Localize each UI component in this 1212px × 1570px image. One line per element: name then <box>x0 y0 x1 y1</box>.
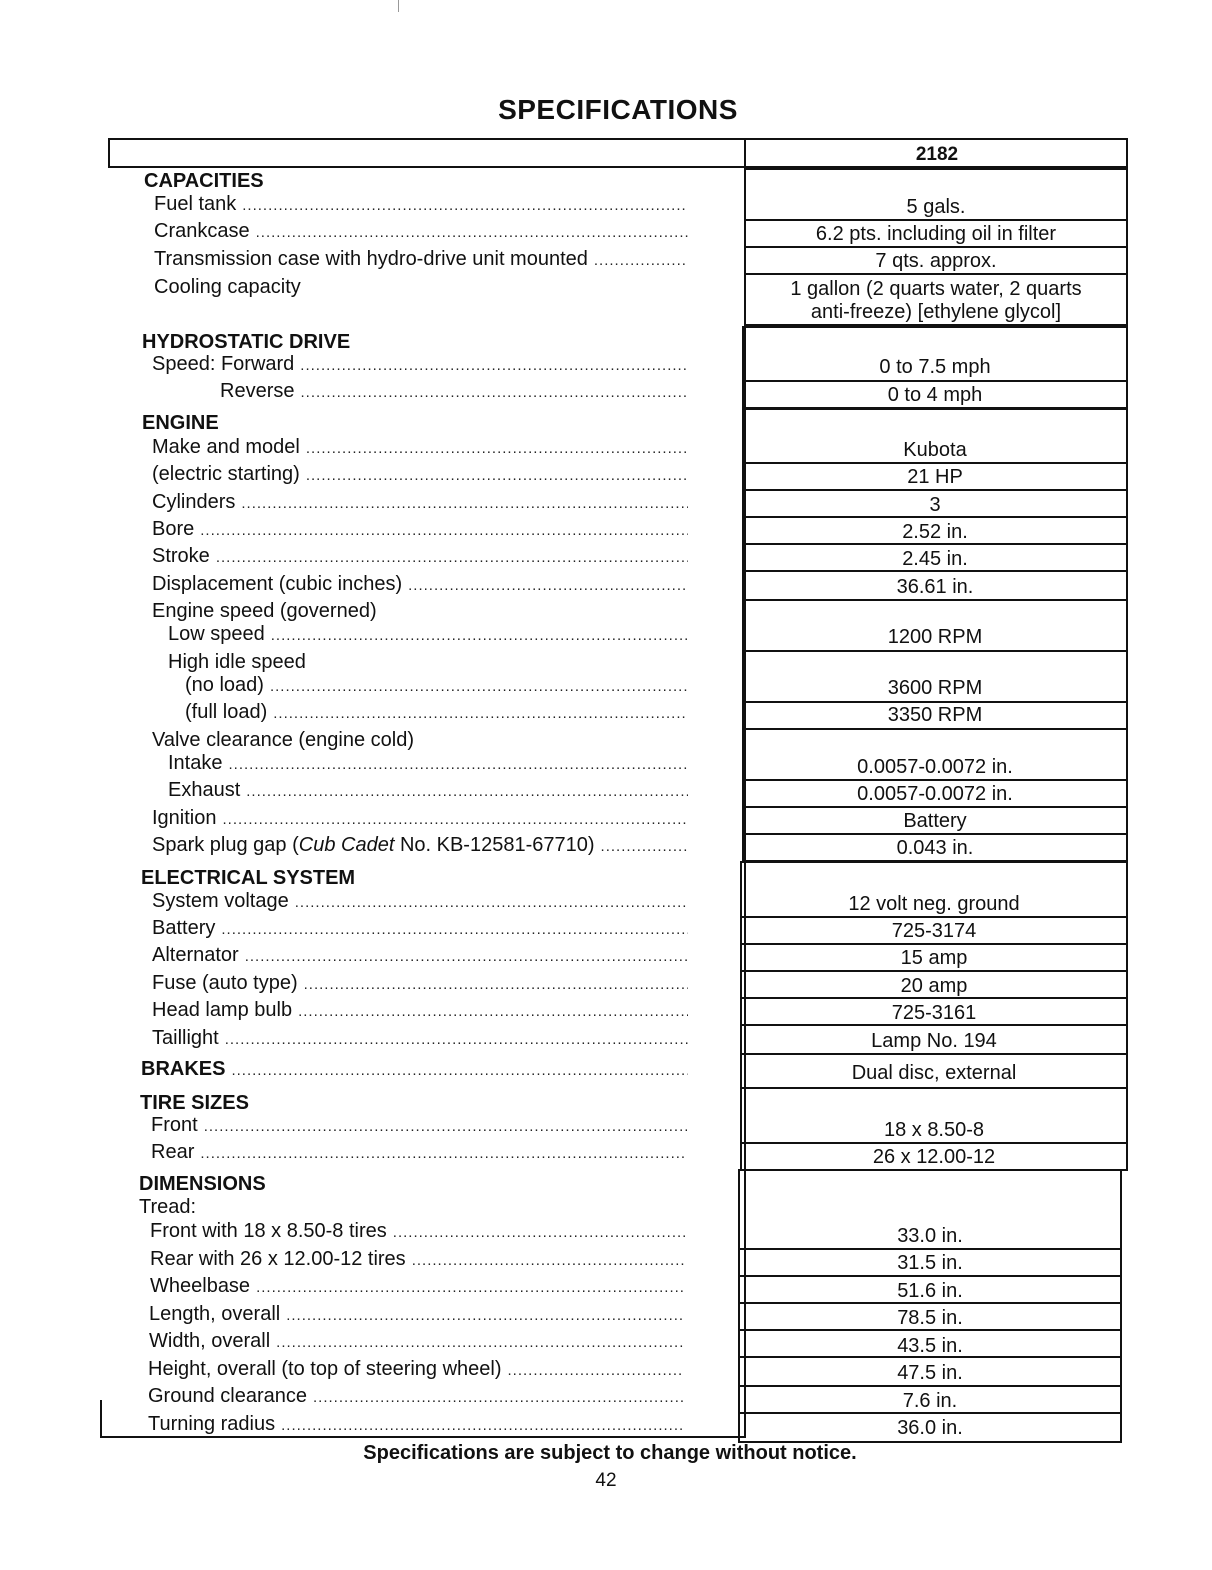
section-engine: ENGINE <box>142 412 219 434</box>
value-speed-forward: 0 to 7.5 mph <box>879 356 991 378</box>
value-battery: 725-3174 <box>891 920 977 942</box>
value-cooling-line2: anti-freeze) [ethylene glycol] <box>810 301 1062 323</box>
label-front-tire: Front ..... <box>151 1114 687 1138</box>
label-ignition: Ignition ..... <box>152 807 688 831</box>
model-header: 2182 <box>915 144 959 165</box>
label-valve-clearance: Valve clearance (engine cold) <box>152 729 415 751</box>
label-reverse: Reverse ..... <box>220 380 688 404</box>
label-rear-tread: Rear with 26 x 12.00-12 tires ..... <box>150 1248 685 1272</box>
value-rear-tire: 26 x 12.00-12 <box>872 1146 996 1168</box>
label-stroke: Stroke ..... <box>152 545 688 569</box>
value-ignition: Battery <box>903 810 967 832</box>
value-full-load: 3350 RPM <box>887 704 983 726</box>
value-brakes: Dual disc, external <box>851 1062 1017 1084</box>
value-no-load: 3600 RPM <box>887 677 983 699</box>
value-alternator: 15 amp <box>900 947 968 969</box>
value-exhaust: 0.0057-0.0072 in. <box>857 783 1013 805</box>
value-turning-radius: 36.0 in. <box>897 1417 963 1439</box>
value-height: 47.5 in. <box>897 1362 963 1384</box>
label-displacement: Displacement (cubic inches) ..... <box>152 573 688 597</box>
label-exhaust: Exhaust ..... <box>168 779 688 803</box>
table-left-border <box>108 138 110 168</box>
value-crankcase: 6.2 pts. including oil in filter <box>815 223 1057 245</box>
label-taillight: Taillight ..... <box>152 1027 688 1051</box>
value-cylinders: 3 <box>929 494 941 516</box>
label-full-load: (full load) ..... <box>185 701 688 725</box>
label-fuel-tank: Fuel tank ..... <box>154 193 688 217</box>
label-wheelbase: Wheelbase ..... <box>150 1275 685 1299</box>
footer-note: Specifications are subject to change without notice. <box>363 1442 857 1464</box>
label-transmission: Transmission case with hydro-drive unit mounted ..... <box>154 248 688 272</box>
label-battery: Battery ..... <box>152 917 688 941</box>
value-spark-plug: 0.043 in. <box>896 837 974 859</box>
value-front-tread: 33.0 in. <box>897 1225 963 1247</box>
label-electric-starting: (electric starting) ..... <box>152 463 688 487</box>
value-width: 43.5 in. <box>897 1335 963 1357</box>
value-make-model: Kubota <box>903 439 967 461</box>
table-top-border <box>108 138 1128 140</box>
value-fuel-tank: 5 gals. <box>906 196 966 218</box>
label-crankcase: Crankcase ..... <box>154 220 688 244</box>
label-tread: Tread: <box>139 1196 197 1218</box>
label-engine-speed: Engine speed (governed) <box>152 600 377 622</box>
label-make-model: Make and model ..... <box>152 436 688 460</box>
section-tires: TIRE SIZES <box>140 1092 249 1114</box>
label-front-tread: Front with 18 x 8.50-8 tires ..... <box>150 1220 685 1244</box>
value-head-lamp: 725-3161 <box>891 1002 977 1024</box>
page-title: SPECIFICATIONS <box>498 94 738 125</box>
label-height: Height, overall (to top of steering wheel) ..... <box>148 1358 684 1382</box>
value-displacement: 36.61 in. <box>896 576 974 598</box>
label-alternator: Alternator ..... <box>152 944 688 968</box>
label-length: Length, overall ..... <box>149 1303 685 1327</box>
label-brakes: BRAKES ..... <box>141 1058 688 1082</box>
scan-mark <box>398 0 399 12</box>
value-electric-starting: 21 HP <box>907 466 963 488</box>
section-capacities: CAPACITIES <box>144 170 264 192</box>
value-stroke: 2.45 in. <box>902 548 968 570</box>
value-ground-clearance: 7.6 in. <box>902 1390 958 1412</box>
label-bore: Bore ..... <box>152 518 688 542</box>
label-system-voltage: System voltage ..... <box>152 890 688 914</box>
value-reverse: 0 to 4 mph <box>887 384 983 406</box>
label-intake: Intake ..... <box>168 752 688 776</box>
label-head-lamp: Head lamp bulb ..... <box>152 999 688 1023</box>
value-transmission: 7 qts. approx. <box>875 250 997 272</box>
label-rear-tire: Rear ..... <box>151 1141 687 1165</box>
section-hydrostatic: HYDROSTATIC DRIVE <box>142 331 351 353</box>
label-cylinders: Cylinders ..... <box>152 491 688 515</box>
value-system-voltage: 12 volt neg. ground <box>848 893 1020 915</box>
label-cooling: Cooling capacity <box>154 276 301 298</box>
value-taillight: Lamp No. 194 <box>871 1030 997 1052</box>
value-intake: 0.0057-0.0072 in. <box>857 756 1013 778</box>
section-electrical: ELECTRICAL SYSTEM <box>141 867 356 889</box>
value-bore: 2.52 in. <box>902 521 968 543</box>
label-spark-plug: Spark plug gap (Cub Cadet No. KB-12581-67710) ..... <box>152 834 688 858</box>
label-low-speed: Low speed ..... <box>168 623 688 647</box>
label-no-load: (no load) ..... <box>185 674 688 698</box>
section-dimensions: DIMENSIONS <box>139 1173 266 1195</box>
label-ground-clearance: Ground clearance ..... <box>148 1385 684 1409</box>
table-left-border-lower <box>100 1400 102 1438</box>
label-speed-forward: Speed: Forward ..... <box>152 353 688 377</box>
page-number: 42 <box>595 1470 617 1491</box>
value-low-speed: 1200 RPM <box>887 626 983 648</box>
label-width: Width, overall ..... <box>149 1330 685 1354</box>
label-fuse: Fuse (auto type) ..... <box>152 972 688 996</box>
value-length: 78.5 in. <box>897 1307 963 1329</box>
value-rear-tread: 31.5 in. <box>897 1252 963 1274</box>
value-cooling-line1: 1 gallon (2 quarts water, 2 quarts <box>790 278 1082 300</box>
value-fuse: 20 amp <box>900 975 968 997</box>
label-high-idle: High idle speed <box>168 651 306 673</box>
value-wheelbase: 51.6 in. <box>897 1280 963 1302</box>
label-turning-radius: Turning radius ..... <box>148 1413 684 1437</box>
value-front-tire: 18 x 8.50-8 <box>883 1119 985 1141</box>
